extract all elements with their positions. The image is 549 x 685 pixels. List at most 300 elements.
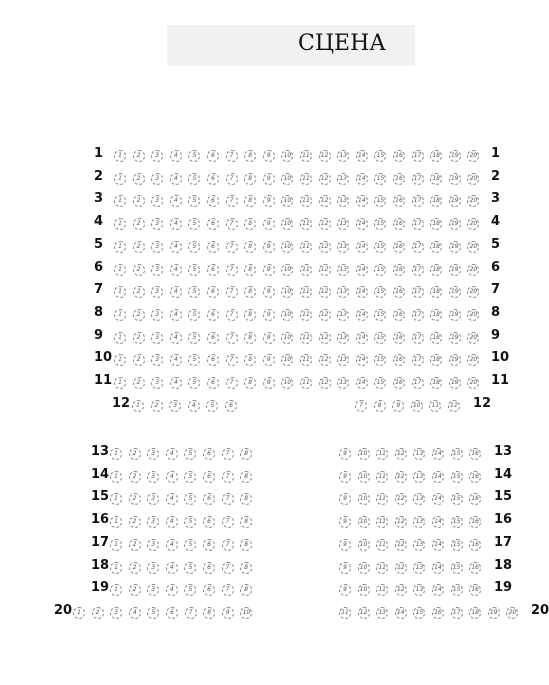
seat[interactable]: 18	[469, 607, 481, 619]
seat[interactable]: 13	[413, 471, 425, 483]
seat[interactable]: 17	[412, 309, 424, 321]
seat[interactable]: 7	[226, 150, 238, 162]
seat[interactable]: 10	[281, 195, 293, 207]
seat[interactable]: 13	[376, 607, 388, 619]
seat[interactable]: 10	[358, 493, 370, 505]
seat[interactable]: 17	[412, 241, 424, 253]
seat[interactable]: 15	[451, 471, 463, 483]
seat[interactable]: 3	[151, 173, 163, 185]
seat[interactable]: 8	[240, 448, 252, 460]
seat[interactable]: 5	[184, 493, 196, 505]
seat[interactable]: 2	[133, 309, 145, 321]
seat[interactable]: 12	[395, 448, 407, 460]
seat[interactable]: 4	[166, 562, 178, 574]
seat[interactable]: 12	[448, 400, 460, 412]
seat[interactable]: 5	[184, 562, 196, 574]
seat[interactable]: 6	[203, 448, 215, 460]
seat[interactable]: 4	[170, 173, 182, 185]
seat[interactable]: 9	[339, 448, 351, 460]
seat[interactable]: 7	[222, 516, 234, 528]
seat[interactable]: 19	[449, 354, 461, 366]
seat[interactable]: 20	[467, 332, 479, 344]
seat[interactable]: 1	[132, 400, 144, 412]
seat[interactable]: 15	[413, 607, 425, 619]
seat[interactable]: 5	[188, 309, 200, 321]
seat[interactable]: 18	[430, 332, 442, 344]
seat[interactable]: 19	[449, 332, 461, 344]
seat[interactable]: 16	[393, 195, 405, 207]
seat[interactable]: 1	[110, 493, 122, 505]
seat[interactable]: 15	[451, 493, 463, 505]
seat[interactable]: 13	[337, 264, 349, 276]
seat[interactable]: 12	[395, 493, 407, 505]
seat[interactable]: 16	[469, 539, 481, 551]
seat[interactable]: 14	[432, 584, 444, 596]
seat[interactable]: 12	[319, 377, 331, 389]
seat[interactable]: 16	[469, 516, 481, 528]
seat[interactable]: 16	[393, 264, 405, 276]
seat[interactable]: 4	[170, 309, 182, 321]
seat[interactable]: 19	[449, 218, 461, 230]
seat[interactable]: 2	[133, 377, 145, 389]
seat[interactable]: 14	[356, 377, 368, 389]
seat[interactable]: 8	[244, 377, 256, 389]
seat[interactable]: 3	[147, 493, 159, 505]
seat[interactable]: 2	[92, 607, 104, 619]
seat[interactable]: 14	[356, 332, 368, 344]
seat[interactable]: 17	[412, 377, 424, 389]
seat[interactable]: 2	[129, 562, 141, 574]
seat[interactable]: 2	[129, 539, 141, 551]
seat[interactable]: 15	[451, 562, 463, 574]
seat[interactable]: 2	[151, 400, 163, 412]
seat[interactable]: 13	[337, 309, 349, 321]
seat[interactable]: 15	[374, 332, 386, 344]
seat[interactable]: 17	[412, 218, 424, 230]
seat[interactable]: 6	[207, 264, 219, 276]
seat[interactable]: 16	[393, 354, 405, 366]
seat[interactable]: 10	[358, 562, 370, 574]
seat[interactable]: 14	[356, 286, 368, 298]
seat[interactable]: 7	[226, 241, 238, 253]
seat[interactable]: 2	[129, 448, 141, 460]
seat[interactable]: 10	[240, 607, 252, 619]
seat[interactable]: 17	[412, 286, 424, 298]
seat[interactable]: 10	[281, 377, 293, 389]
seat[interactable]: 15	[374, 309, 386, 321]
seat[interactable]: 3	[151, 354, 163, 366]
seat[interactable]: 9	[263, 150, 275, 162]
seat[interactable]: 1	[114, 150, 126, 162]
seat[interactable]: 5	[184, 539, 196, 551]
seat[interactable]: 3	[151, 332, 163, 344]
seat[interactable]: 9	[263, 309, 275, 321]
seat[interactable]: 17	[412, 150, 424, 162]
seat[interactable]: 7	[226, 377, 238, 389]
seat[interactable]: 5	[188, 377, 200, 389]
seat[interactable]: 10	[281, 150, 293, 162]
seat[interactable]: 8	[244, 195, 256, 207]
seat[interactable]: 14	[432, 493, 444, 505]
seat[interactable]: 2	[133, 264, 145, 276]
seat[interactable]: 4	[170, 150, 182, 162]
seat[interactable]: 9	[339, 516, 351, 528]
seat[interactable]: 1	[110, 448, 122, 460]
seat[interactable]: 19	[449, 377, 461, 389]
seat[interactable]: 6	[207, 195, 219, 207]
seat[interactable]: 3	[169, 400, 181, 412]
seat[interactable]: 12	[358, 607, 370, 619]
seat[interactable]: 11	[376, 516, 388, 528]
seat[interactable]: 12	[319, 150, 331, 162]
seat[interactable]: 14	[356, 173, 368, 185]
seat[interactable]: 20	[467, 218, 479, 230]
seat[interactable]: 3	[151, 377, 163, 389]
seat[interactable]: 6	[203, 539, 215, 551]
seat[interactable]: 18	[430, 286, 442, 298]
seat[interactable]: 1	[110, 471, 122, 483]
seat[interactable]: 9	[263, 332, 275, 344]
seat[interactable]: 10	[358, 471, 370, 483]
seat[interactable]: 19	[449, 309, 461, 321]
seat[interactable]: 15	[374, 241, 386, 253]
seat[interactable]: 17	[412, 264, 424, 276]
seat[interactable]: 12	[319, 195, 331, 207]
seat[interactable]: 2	[133, 332, 145, 344]
seat[interactable]: 4	[170, 332, 182, 344]
seat[interactable]: 8	[203, 607, 215, 619]
seat[interactable]: 11	[300, 354, 312, 366]
seat[interactable]: 10	[358, 516, 370, 528]
seat[interactable]: 9	[392, 400, 404, 412]
seat[interactable]: 14	[432, 516, 444, 528]
seat[interactable]: 20	[467, 354, 479, 366]
seat[interactable]: 8	[244, 150, 256, 162]
seat[interactable]: 16	[469, 493, 481, 505]
seat[interactable]: 12	[319, 173, 331, 185]
seat[interactable]: 13	[337, 218, 349, 230]
seat[interactable]: 11	[300, 309, 312, 321]
seat[interactable]: 4	[170, 195, 182, 207]
seat[interactable]: 11	[300, 173, 312, 185]
seat[interactable]: 20	[467, 195, 479, 207]
seat[interactable]: 1	[110, 516, 122, 528]
seat[interactable]: 19	[488, 607, 500, 619]
seat[interactable]: 5	[147, 607, 159, 619]
seat[interactable]: 9	[339, 584, 351, 596]
seat[interactable]: 13	[337, 195, 349, 207]
seat[interactable]: 4	[166, 448, 178, 460]
seat[interactable]: 2	[133, 241, 145, 253]
seat[interactable]: 20	[467, 241, 479, 253]
seat[interactable]: 10	[281, 354, 293, 366]
seat[interactable]: 3	[147, 539, 159, 551]
seat[interactable]: 16	[393, 241, 405, 253]
seat[interactable]: 3	[151, 150, 163, 162]
seat[interactable]: 14	[356, 218, 368, 230]
seat[interactable]: 12	[319, 354, 331, 366]
seat[interactable]: 1	[114, 173, 126, 185]
seat[interactable]: 7	[222, 448, 234, 460]
seat[interactable]: 18	[430, 241, 442, 253]
seat[interactable]: 8	[244, 264, 256, 276]
seat[interactable]: 9	[339, 539, 351, 551]
seat[interactable]: 20	[467, 173, 479, 185]
seat[interactable]: 16	[393, 286, 405, 298]
seat[interactable]: 8	[240, 516, 252, 528]
seat[interactable]: 18	[430, 218, 442, 230]
seat[interactable]: 14	[432, 539, 444, 551]
seat[interactable]: 13	[337, 150, 349, 162]
seat[interactable]: 6	[203, 516, 215, 528]
seat[interactable]: 15	[374, 173, 386, 185]
seat[interactable]: 14	[356, 354, 368, 366]
seat[interactable]: 14	[432, 448, 444, 460]
seat[interactable]: 5	[184, 516, 196, 528]
seat[interactable]: 15	[451, 516, 463, 528]
seat[interactable]: 16	[432, 607, 444, 619]
seat[interactable]: 13	[413, 516, 425, 528]
seat[interactable]: 8	[240, 584, 252, 596]
seat[interactable]: 7	[226, 286, 238, 298]
seat[interactable]: 20	[467, 377, 479, 389]
seat[interactable]: 3	[147, 584, 159, 596]
seat[interactable]: 6	[166, 607, 178, 619]
seat[interactable]: 2	[133, 173, 145, 185]
seat[interactable]: 8	[240, 493, 252, 505]
seat[interactable]: 15	[451, 584, 463, 596]
seat[interactable]: 1	[110, 562, 122, 574]
seat[interactable]: 12	[395, 539, 407, 551]
seat[interactable]: 20	[467, 264, 479, 276]
seat[interactable]: 17	[412, 354, 424, 366]
seat[interactable]: 9	[263, 173, 275, 185]
seat[interactable]: 11	[429, 400, 441, 412]
seat[interactable]: 14	[356, 264, 368, 276]
seat[interactable]: 7	[222, 539, 234, 551]
seat[interactable]: 9	[263, 286, 275, 298]
seat[interactable]: 7	[222, 562, 234, 574]
seat[interactable]: 8	[244, 218, 256, 230]
seat[interactable]: 19	[449, 173, 461, 185]
seat[interactable]: 8	[240, 562, 252, 574]
seat[interactable]: 1	[114, 241, 126, 253]
seat[interactable]: 6	[207, 332, 219, 344]
seat[interactable]: 10	[358, 448, 370, 460]
seat[interactable]: 2	[133, 354, 145, 366]
seat[interactable]: 12	[395, 516, 407, 528]
seat[interactable]: 10	[411, 400, 423, 412]
seat[interactable]: 10	[358, 539, 370, 551]
seat[interactable]: 4	[170, 354, 182, 366]
seat[interactable]: 6	[207, 286, 219, 298]
seat[interactable]: 10	[358, 584, 370, 596]
seat[interactable]: 3	[151, 218, 163, 230]
seat[interactable]: 20	[467, 286, 479, 298]
seat[interactable]: 6	[207, 241, 219, 253]
seat[interactable]: 16	[393, 377, 405, 389]
seat[interactable]: 8	[374, 400, 386, 412]
seat[interactable]: 3	[147, 448, 159, 460]
seat[interactable]: 10	[281, 264, 293, 276]
seat[interactable]: 9	[263, 377, 275, 389]
seat[interactable]: 1	[73, 607, 85, 619]
seat[interactable]: 16	[469, 471, 481, 483]
seat[interactable]: 5	[184, 448, 196, 460]
seat[interactable]: 6	[207, 173, 219, 185]
seat[interactable]: 17	[412, 332, 424, 344]
seat[interactable]: 15	[374, 286, 386, 298]
seat[interactable]: 11	[376, 448, 388, 460]
seat[interactable]: 10	[281, 286, 293, 298]
seat[interactable]: 3	[151, 195, 163, 207]
seat[interactable]: 1	[114, 332, 126, 344]
seat[interactable]: 3	[151, 241, 163, 253]
seat[interactable]: 16	[393, 332, 405, 344]
seat[interactable]: 5	[206, 400, 218, 412]
seat[interactable]: 6	[203, 471, 215, 483]
seat[interactable]: 3	[147, 562, 159, 574]
seat[interactable]: 14	[356, 241, 368, 253]
seat[interactable]: 12	[319, 241, 331, 253]
seat[interactable]: 19	[449, 241, 461, 253]
seat[interactable]: 6	[207, 354, 219, 366]
seat[interactable]: 18	[430, 264, 442, 276]
seat[interactable]: 5	[184, 471, 196, 483]
seat[interactable]: 7	[226, 173, 238, 185]
seat[interactable]: 5	[188, 286, 200, 298]
seat[interactable]: 12	[319, 264, 331, 276]
seat[interactable]: 11	[300, 218, 312, 230]
seat[interactable]: 19	[449, 150, 461, 162]
seat[interactable]: 4	[166, 539, 178, 551]
seat[interactable]: 1	[114, 286, 126, 298]
seat[interactable]: 10	[281, 332, 293, 344]
seat[interactable]: 1	[110, 584, 122, 596]
seat[interactable]: 8	[240, 539, 252, 551]
seat[interactable]: 9	[339, 562, 351, 574]
seat[interactable]: 12	[395, 584, 407, 596]
seat[interactable]: 9	[339, 493, 351, 505]
seat[interactable]: 11	[300, 286, 312, 298]
seat[interactable]: 7	[226, 264, 238, 276]
seat[interactable]: 13	[337, 332, 349, 344]
seat[interactable]: 12	[319, 309, 331, 321]
seat[interactable]: 8	[244, 173, 256, 185]
seat[interactable]: 15	[374, 264, 386, 276]
seat[interactable]: 4	[170, 241, 182, 253]
seat[interactable]: 15	[374, 354, 386, 366]
seat[interactable]: 7	[222, 584, 234, 596]
seat[interactable]: 15	[374, 218, 386, 230]
seat[interactable]: 5	[188, 173, 200, 185]
seat[interactable]: 10	[281, 241, 293, 253]
seat[interactable]: 6	[207, 218, 219, 230]
seat[interactable]: 14	[432, 471, 444, 483]
seat[interactable]: 9	[222, 607, 234, 619]
seat[interactable]: 2	[129, 493, 141, 505]
seat[interactable]: 2	[133, 150, 145, 162]
seat[interactable]: 15	[374, 150, 386, 162]
seat[interactable]: 11	[376, 584, 388, 596]
seat[interactable]: 3	[151, 286, 163, 298]
seat[interactable]: 9	[263, 218, 275, 230]
seat[interactable]: 5	[188, 264, 200, 276]
seat[interactable]: 7	[226, 332, 238, 344]
seat[interactable]: 13	[413, 539, 425, 551]
seat[interactable]: 15	[451, 539, 463, 551]
seat[interactable]: 5	[188, 241, 200, 253]
seat[interactable]: 1	[114, 377, 126, 389]
seat[interactable]: 4	[170, 264, 182, 276]
seat[interactable]: 15	[451, 448, 463, 460]
seat[interactable]: 3	[110, 607, 122, 619]
seat[interactable]: 17	[412, 195, 424, 207]
seat[interactable]: 10	[281, 218, 293, 230]
seat[interactable]: 14	[356, 195, 368, 207]
seat[interactable]: 13	[337, 173, 349, 185]
seat[interactable]: 4	[166, 516, 178, 528]
seat[interactable]: 16	[469, 562, 481, 574]
seat[interactable]: 11	[300, 332, 312, 344]
seat[interactable]: 9	[263, 195, 275, 207]
seat[interactable]: 6	[207, 150, 219, 162]
seat[interactable]: 4	[170, 218, 182, 230]
seat[interactable]: 5	[188, 195, 200, 207]
seat[interactable]: 14	[432, 562, 444, 574]
seat[interactable]: 16	[393, 309, 405, 321]
seat[interactable]: 13	[413, 493, 425, 505]
seat[interactable]: 1	[114, 264, 126, 276]
seat[interactable]: 12	[395, 562, 407, 574]
seat[interactable]: 4	[166, 493, 178, 505]
seat[interactable]: 15	[374, 195, 386, 207]
seat[interactable]: 6	[203, 562, 215, 574]
seat[interactable]: 1	[110, 539, 122, 551]
seat[interactable]: 1	[114, 195, 126, 207]
seat[interactable]: 5	[188, 332, 200, 344]
seat[interactable]: 2	[133, 218, 145, 230]
seat[interactable]: 13	[413, 448, 425, 460]
seat[interactable]: 5	[188, 150, 200, 162]
seat[interactable]: 8	[244, 286, 256, 298]
seat[interactable]: 19	[449, 264, 461, 276]
seat[interactable]: 8	[244, 309, 256, 321]
seat[interactable]: 10	[281, 173, 293, 185]
seat[interactable]: 18	[430, 354, 442, 366]
seat[interactable]: 19	[449, 195, 461, 207]
seat[interactable]: 6	[207, 309, 219, 321]
seat[interactable]: 4	[170, 377, 182, 389]
seat[interactable]: 14	[356, 150, 368, 162]
seat[interactable]: 12	[319, 286, 331, 298]
seat[interactable]: 10	[281, 309, 293, 321]
seat[interactable]: 11	[300, 264, 312, 276]
seat[interactable]: 9	[339, 471, 351, 483]
seat[interactable]: 14	[395, 607, 407, 619]
seat[interactable]: 18	[430, 150, 442, 162]
seat[interactable]: 11	[300, 377, 312, 389]
seat[interactable]: 16	[469, 584, 481, 596]
seat[interactable]: 13	[337, 241, 349, 253]
seat[interactable]: 9	[263, 354, 275, 366]
seat[interactable]: 6	[225, 400, 237, 412]
seat[interactable]: 14	[356, 309, 368, 321]
seat[interactable]: 5	[184, 584, 196, 596]
seat[interactable]: 18	[430, 173, 442, 185]
seat[interactable]: 8	[244, 354, 256, 366]
seat[interactable]: 2	[129, 471, 141, 483]
